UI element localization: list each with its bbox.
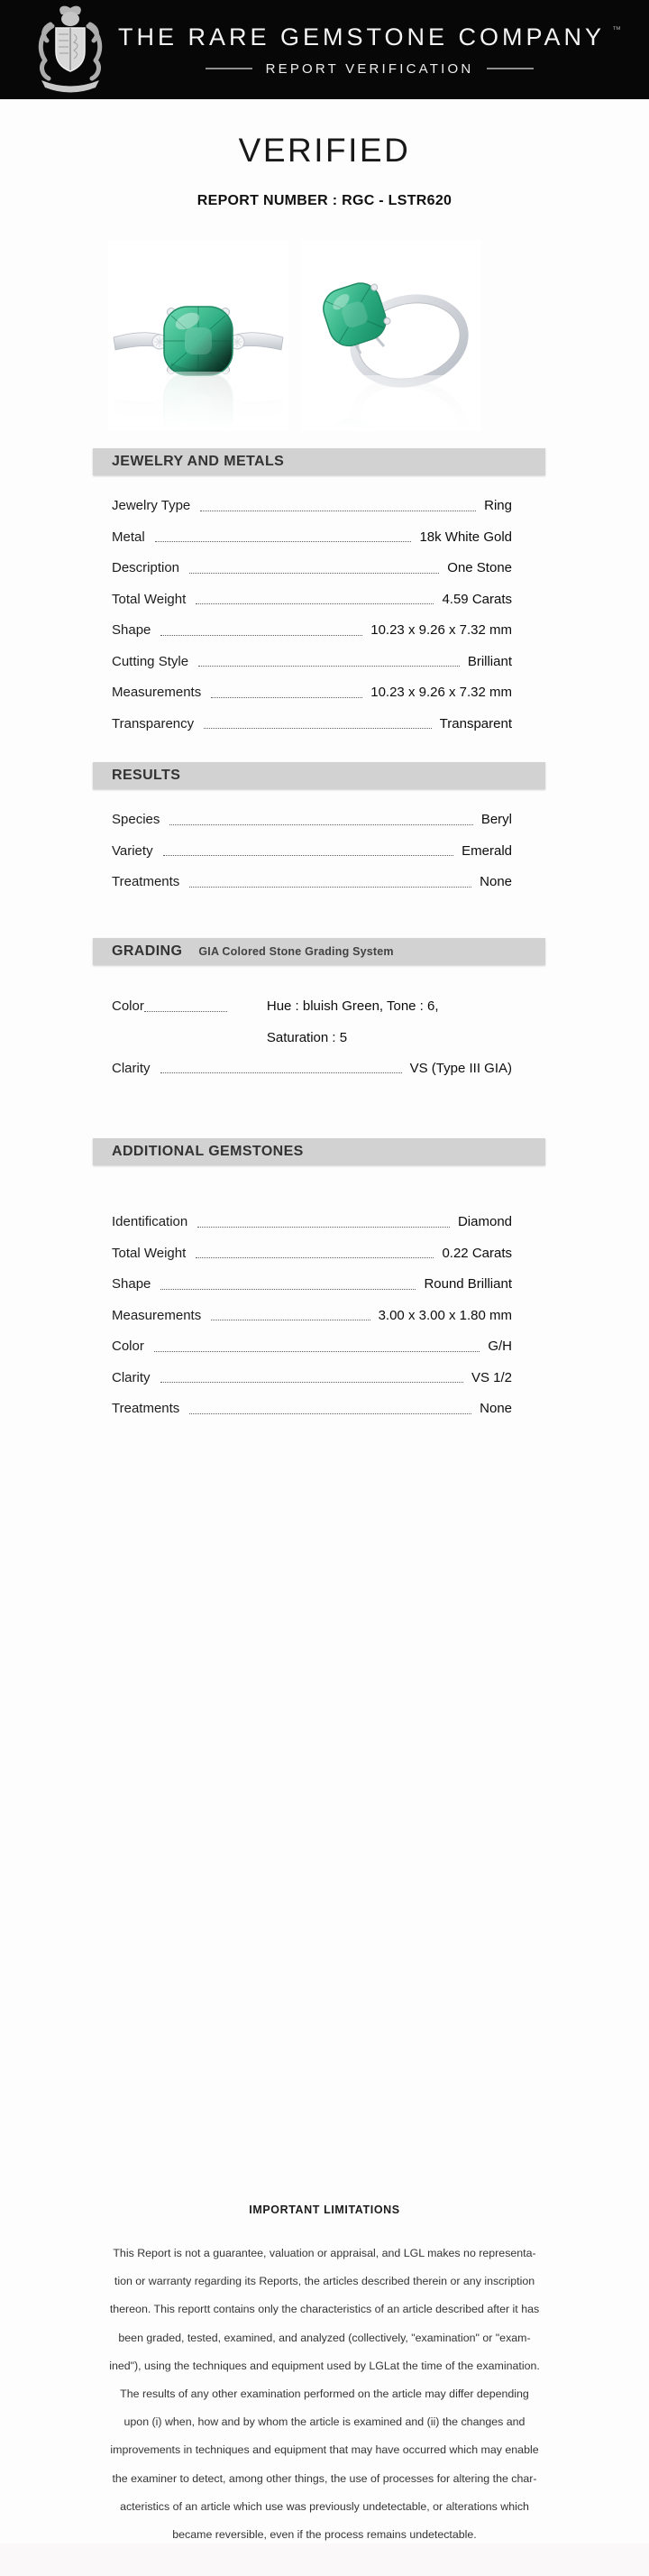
spec-row (112, 1238, 512, 1270)
row-leader (189, 573, 439, 574)
spec-row (112, 677, 512, 709)
spec-row (112, 615, 512, 647)
color-value (267, 990, 439, 1053)
row-leader (197, 1227, 450, 1228)
section-results (93, 762, 545, 898)
spec-row (112, 584, 512, 616)
product-photos (108, 240, 481, 431)
clarity-row (112, 1053, 512, 1085)
spec-row (112, 491, 512, 522)
spec-sections (93, 448, 545, 1425)
verified-status: VERIFIED (238, 132, 411, 169)
limitations-line: tion or warranty regarding its Reports, the articles described therein or any inscription (114, 2275, 535, 2288)
spec-row (112, 1331, 512, 1363)
row-value: Round Brilliant (424, 1276, 512, 1292)
limitations-line: improvements in techniques and equipment that may have occurred which may enable (110, 2443, 539, 2457)
row-leader (160, 635, 362, 636)
limitations-heading: IMPORTANT LIMITATIONS (249, 2203, 400, 2216)
section-title: RESULTS (112, 768, 181, 783)
row-label: Transparency (112, 715, 195, 731)
row-value: Brilliant (467, 653, 512, 669)
row-leader (204, 728, 432, 729)
limitations-line: The results of any other examination performed on the article may differ depending (120, 2387, 529, 2401)
row-label: Treatments (112, 1401, 180, 1416)
section-bar (93, 938, 545, 965)
section-title: JEWELRY AND METALS (112, 454, 285, 469)
section-additional-gemstones (93, 1138, 545, 1425)
row-label: Total Weight (112, 591, 187, 607)
limitations-line: the examiner to detect, among other things, the use of processes for altering the char- (112, 2471, 537, 2485)
row-label: Variety (112, 842, 153, 859)
spec-row (112, 805, 512, 836)
row-label: Color (112, 1339, 144, 1354)
row-leader (144, 1011, 227, 1012)
row-leader (211, 697, 362, 698)
row-value: VS 1/2 (471, 1369, 512, 1385)
limitations-line: upon (i) when, how and by whom the article is examined and (ii) the changes and (123, 2415, 526, 2429)
spec-row (112, 867, 512, 898)
brand-title: THE RARE GEMSTONE COMPANY (117, 23, 606, 51)
row-leader (198, 666, 460, 667)
row-label: Clarity (112, 1060, 151, 1076)
section-bar (93, 762, 545, 789)
row-value: 0.22 Carats (442, 1245, 512, 1261)
spec-row (112, 1394, 512, 1425)
row-leader (163, 855, 454, 856)
row-label: Shape (112, 622, 151, 638)
footer-strip (0, 2544, 649, 2576)
row-leader (169, 824, 472, 825)
row-value: Transparent (439, 715, 512, 731)
row-value: None (480, 1401, 512, 1416)
spec-row (112, 522, 512, 554)
color-value-line1: Hue : bluish Green, Tone : 6, (266, 998, 439, 1014)
row-label: Species (112, 812, 160, 827)
row-value: 10.23 x 9.26 x 7.32 mm (370, 622, 512, 638)
row-leader (189, 1413, 471, 1414)
row-label: Description (112, 560, 180, 575)
section-title: GRADING (112, 943, 183, 959)
row-label: Measurements (112, 1307, 202, 1323)
row-label: Measurements (112, 685, 202, 700)
ring-front-photo (108, 240, 288, 431)
row-label: Treatments (112, 874, 180, 889)
row-value: Ring (484, 498, 512, 513)
row-label: Identification (112, 1214, 188, 1229)
limitations-line: became reversible, even if the process remains undetectable. (172, 2528, 477, 2542)
row-value: One Stone (447, 560, 512, 575)
spec-row (112, 553, 512, 584)
important-limitations (54, 2203, 595, 2549)
limitations-paragraph (54, 2240, 595, 2549)
report-subtitle: REPORT VERIFICATION (265, 60, 474, 77)
row-leader (154, 1351, 480, 1352)
results-rows (93, 789, 545, 898)
row-label: Metal (112, 529, 145, 545)
report-number: REPORT NUMBER : RGC - LSTR620 (197, 193, 452, 208)
row-value: 18k White Gold (419, 529, 512, 545)
row-value: 3.00 x 3.00 x 1.80 mm (378, 1307, 512, 1323)
row-value: 4.59 Carats (442, 591, 512, 607)
row-value: None (480, 874, 512, 889)
color-value-line2: Saturation : 5 (266, 1029, 348, 1045)
limitations-line: ined"), using the techniques and equipment used by LGLat the time of the examination. (109, 2359, 540, 2372)
grading-rows (93, 965, 545, 1085)
section-title: ADDITIONAL GEMSTONES (112, 1144, 304, 1159)
grading-subtitle: GIA Colored Stone Grading System (198, 944, 394, 958)
row-label: Color (112, 998, 144, 1014)
limitations-line: thereon. This reportt contains only the characteristics of an article described after it has (109, 2303, 540, 2316)
additional-rows (93, 1165, 545, 1425)
row-label: Cutting Style (112, 653, 189, 669)
spec-row (112, 1301, 512, 1332)
ring-side-photo (301, 240, 481, 431)
row-leader (160, 1072, 402, 1073)
subtitle-dash-left (206, 68, 252, 69)
section-bar (93, 1138, 545, 1165)
row-leader (160, 1382, 463, 1383)
row-leader (160, 1289, 416, 1290)
row-leader (196, 1257, 434, 1258)
section-jewelry-and-metals (93, 448, 545, 740)
row-label: Shape (112, 1276, 151, 1292)
crest-logo-icon (29, 5, 112, 95)
row-value: 10.23 x 9.26 x 7.32 mm (370, 685, 512, 700)
row-value: Emerald (462, 842, 512, 859)
spec-row (112, 1207, 512, 1238)
section-grading (93, 938, 545, 1085)
section-bar (93, 448, 545, 475)
limitations-line: been graded, tested, examined, and analyzed (collectively, "examination" or "exam- (118, 2331, 531, 2344)
report-header (0, 0, 649, 99)
brand-block (117, 0, 622, 99)
spec-row (112, 1363, 512, 1394)
color-row (112, 990, 512, 1053)
limitations-line: This Report is not a guarantee, valuation or appraisal, and LGL makes no representa- (113, 2247, 536, 2259)
row-label: Total Weight (112, 1245, 187, 1261)
jewelry-rows (93, 475, 545, 740)
row-leader (196, 603, 434, 604)
row-value: Beryl (480, 812, 512, 827)
trademark-mark: ™ (612, 24, 622, 35)
row-value: VS (Type III GIA) (409, 1060, 512, 1076)
row-label: Jewelry Type (112, 498, 191, 513)
limitations-line: acteristics of an article which use was previously undetectable, or alterations which (120, 2499, 529, 2513)
row-value: Diamond (457, 1214, 512, 1229)
row-leader (189, 887, 471, 888)
spec-row (112, 647, 512, 678)
spec-row (112, 1269, 512, 1301)
row-label: Clarity (112, 1369, 151, 1385)
row-leader (155, 541, 412, 542)
subtitle-dash-right (487, 68, 534, 69)
spec-row (112, 709, 512, 741)
spec-row (112, 836, 512, 868)
row-value: G/H (488, 1339, 512, 1354)
